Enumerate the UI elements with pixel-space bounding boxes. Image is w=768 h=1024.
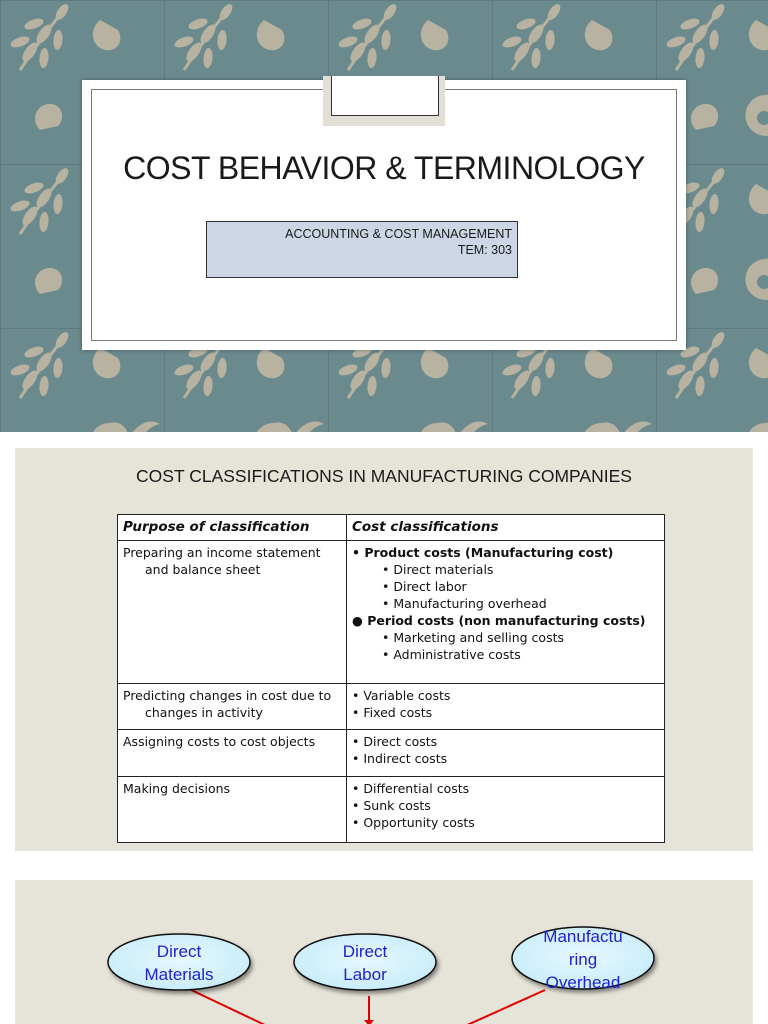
node-label: Direct — [156, 942, 202, 961]
classification-slide — [15, 448, 753, 851]
list-item: • Fixed costs — [352, 705, 433, 720]
arrow-direct-materials — [187, 988, 267, 1024]
node-label: Direct — [342, 942, 388, 961]
classification-slide-title: COST CLASSIFICATIONS IN MANUFACTURING COMPANIES — [136, 466, 632, 486]
arrow-head-icon — [364, 1020, 374, 1024]
purpose-cell: Making decisions — [123, 781, 231, 796]
course-name: ACCOUNTING & COST MANAGEMENT — [285, 227, 512, 241]
title-card — [82, 80, 686, 350]
purpose-cell: Preparing an income statement and balance sheet — [123, 545, 321, 577]
header-purpose: Purpose of classification — [118, 515, 347, 541]
list-item: • Sunk costs — [352, 798, 431, 813]
header-classifications: Cost classifications — [347, 515, 665, 541]
purpose-cell: Predicting changes in cost due to changes in activity — [123, 688, 332, 720]
node-label: ring — [568, 950, 598, 969]
list-item: • Indirect costs — [352, 751, 448, 766]
group-label: ● Period costs (non manufacturing costs) — [352, 613, 646, 628]
card-tab-decoration — [323, 76, 445, 126]
purpose-cell: Assigning costs to cost objects — [123, 734, 316, 749]
list-item: • Direct labor — [382, 579, 467, 594]
list-item: • Direct costs — [352, 734, 438, 749]
cost-flow-slide — [15, 880, 753, 1024]
arrow-manufacturing-overhead — [465, 990, 545, 1024]
table-row — [118, 684, 665, 730]
list-item: • Opportunity costs — [352, 815, 475, 830]
subtitle-box — [206, 221, 518, 278]
card-inner-border — [91, 89, 677, 341]
list-item: • Differential costs — [352, 781, 470, 796]
list-item: • Marketing and selling costs — [382, 630, 565, 645]
course-code: TEM: 303 — [457, 243, 512, 257]
list-item: • Direct materials — [382, 562, 494, 577]
cost-flow-diagram — [15, 880, 753, 1024]
node-label: Manufactu — [543, 927, 623, 946]
title-slide — [0, 0, 768, 432]
table-header-row — [118, 515, 665, 541]
classification-table — [117, 514, 665, 843]
node-label: Overhead — [545, 973, 621, 992]
table-row — [118, 730, 665, 777]
list-item: • Variable costs — [352, 688, 451, 703]
group-label: • Product costs (Manufacturing cost) — [352, 545, 614, 560]
list-item: • Manufacturing overhead — [382, 596, 547, 611]
table-row — [118, 777, 665, 843]
list-item: • Administrative costs — [382, 647, 521, 662]
table-row — [118, 541, 665, 684]
node-label: Materials — [144, 965, 214, 984]
node-label: Labor — [343, 965, 387, 984]
slide-title: COST BEHAVIOR & TERMINOLOGY — [123, 150, 645, 186]
